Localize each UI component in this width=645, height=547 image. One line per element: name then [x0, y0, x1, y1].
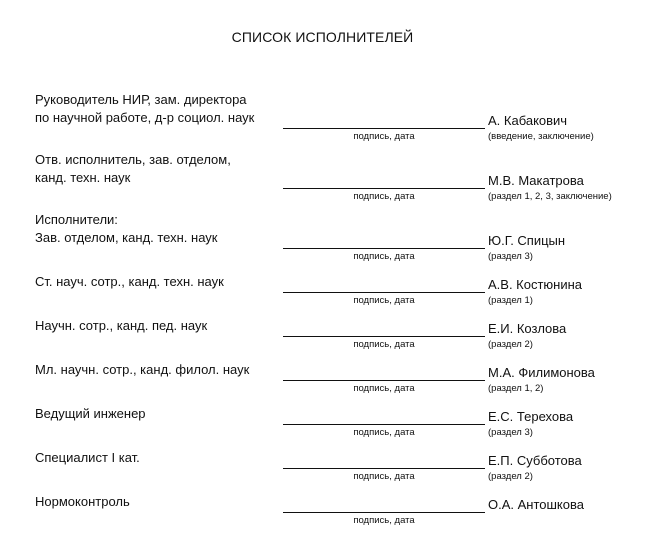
performer-name: М.А. Филимонова [488, 365, 595, 380]
signature-caption: подпись, дата [353, 515, 415, 526]
performer-role: Руководитель НИР, зам. директора по научной работе, д-р социол. наук [35, 92, 255, 125]
signature-caption: подпись, дата [353, 427, 415, 438]
signature-line [283, 512, 485, 513]
signature-line [283, 468, 485, 469]
performer-entry [0, 92, 645, 146]
signature-line [283, 292, 485, 293]
performer-entry [0, 438, 645, 486]
performer-entry [0, 212, 645, 266]
performer-role: Специалист I кат. [35, 450, 140, 465]
signature-line [283, 188, 485, 189]
performer-sections: (раздел 3) [488, 251, 533, 262]
signature-caption: подпись, дата [353, 191, 415, 202]
signature-caption: подпись, дата [353, 471, 415, 482]
performer-role: Мл. научн. сотр., канд. филол. наук [35, 362, 250, 377]
performer-name: А.В. Костюнина [488, 277, 583, 292]
signature-line [283, 248, 485, 249]
performer-role: Нормоконтроль [35, 494, 130, 509]
signature-caption: подпись, дата [353, 295, 415, 306]
performer-name: М.В. Макатрова [488, 173, 584, 188]
signature-line [283, 336, 485, 337]
performer-sections: (раздел 1) [488, 295, 533, 306]
performer-sections: (раздел 1, 2, 3, заключение) [488, 191, 612, 202]
performer-entry [0, 394, 645, 442]
performer-sections: (раздел 2) [488, 339, 533, 350]
performer-entry [0, 306, 645, 354]
signature-line [283, 424, 485, 425]
performer-sections: (раздел 2) [488, 471, 533, 482]
signature-caption: подпись, дата [353, 339, 415, 350]
performer-entry [0, 152, 645, 206]
performer-entry [0, 350, 645, 398]
performer-entry [0, 482, 645, 530]
signature-caption: подпись, дата [353, 251, 415, 262]
performer-sections: (раздел 1, 2) [488, 383, 544, 394]
document-title: СПИСОК ИСПОЛНИТЕЛЕЙ [231, 29, 414, 45]
signature-caption: подпись, дата [353, 131, 415, 142]
performer-role: Ведущий инженер [35, 406, 146, 421]
performer-entry [0, 262, 645, 310]
performer-role: Исполнители: Зав. отделом, канд. техн. наук [35, 212, 218, 245]
performer-name: Е.И. Козлова [488, 321, 567, 336]
performer-role: Научн. сотр., канд. пед. наук [35, 318, 208, 333]
performer-role: Отв. исполнитель, зав. отделом, канд. техн. наук [35, 152, 231, 185]
performer-name: Ю.Г. Спицын [488, 233, 566, 248]
signature-caption: подпись, дата [353, 383, 415, 394]
performer-sections: (раздел 3) [488, 427, 533, 438]
performer-name: А. Кабакович [488, 113, 568, 128]
signature-line [283, 128, 485, 129]
performer-name: Е.П. Субботова [488, 453, 582, 468]
performer-name: О.А. Антошкова [488, 497, 584, 512]
performer-role: Ст. науч. сотр., канд. техн. наук [35, 274, 224, 289]
signature-line [283, 380, 485, 381]
performer-sections: (введение, заключение) [488, 131, 594, 142]
performer-name: Е.С. Терехова [488, 409, 574, 424]
